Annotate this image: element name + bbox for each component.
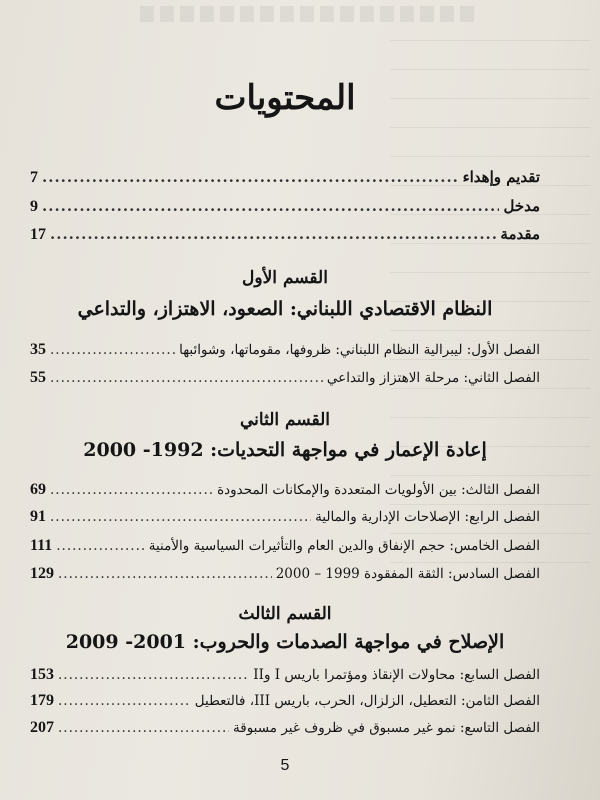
dot-leader [42,197,499,215]
dot-leader [42,168,459,186]
toc-entry-front-matter [30,225,540,244]
toc-entry-chapter [30,719,540,737]
toc-entry-chapter [30,481,540,499]
toc-entry-label: الفصل الثامن: التعطيل، الزلزال، الحرب، باريس III، فالتعطيل [194,693,540,709]
toc-entry-chapter [30,666,540,684]
toc-entry-front-matter [30,168,540,187]
toc-entry-chapter [30,369,540,387]
toc-entry-label: مدخل [503,197,540,215]
part-heading: القسم الثاني [239,410,330,430]
toc-entry-front-matter [30,197,540,216]
toc-entry-label: الفصل الرابع: الإصلاحات الإدارية والمالية [315,509,540,525]
toc-entry-chapter [30,565,540,583]
toc-entry-label: الفصل التاسع: نمو غير مسبوق في ظروف غير مسبوقة [233,720,540,736]
toc-entry-page: 129 [30,565,54,582]
dot-leader [58,693,191,709]
dot-leader [56,538,144,554]
dot-leader [58,566,272,582]
toc-entry-chapter [30,692,540,710]
dot-leader [50,225,496,243]
page-title: المحتويات [214,78,356,118]
toc-entry-page: 111 [30,537,53,554]
dot-leader [58,720,229,736]
table-of-contents [30,0,540,800]
toc-entry-page: 35 [30,341,46,358]
toc-entry-page: 9 [30,198,38,215]
toc-entry-chapter [30,341,540,359]
toc-entry-page: 17 [30,226,46,243]
part-subtitle: النظام الاقتصادي اللبناني: الصعود، الاهتزاز، والتداعي [77,298,493,320]
toc-entry-label: الفصل الثاني: مرحلة الاهتزاز والتداعي [326,370,540,386]
dot-leader [58,667,249,683]
toc-entry-label: مقدمة [500,225,540,243]
toc-entry-page: 55 [30,369,46,386]
part-subtitle: الإصلاح في مواجهة الصدمات والحروب: 2001- 2009 [65,631,505,653]
dot-leader [50,509,311,525]
part-heading: القسم الثالث [238,604,332,624]
toc-entry-label: الفصل السابع: محاولات الإنقاذ ومؤتمرا باريس I وII [253,667,540,683]
toc-entry-page: 69 [30,481,46,498]
toc-entry-page: 207 [30,719,54,736]
toc-entry-label: الفصل الأول: ليبرالية النظام اللبناني: ظروفها، مقوماتها، وشوائبها [179,342,540,358]
toc-entry-label: تقديم وإهداء [462,168,540,186]
toc-entry-page: 7 [30,169,38,186]
part-subtitle: إعادة الإعمار في مواجهة التحديات: 1992- 2000 [83,439,487,461]
dot-leader [50,482,213,498]
toc-entry-chapter [30,537,540,555]
toc-entry-label: الفصل الثالث: بين الأولويات المتعددة والإمكانات المحدودة [217,482,540,498]
part-heading: القسم الأول [242,268,328,288]
toc-entry-chapter [30,508,540,526]
toc-entry-page: 91 [30,508,46,525]
dot-leader [50,342,175,358]
toc-entry-label: الفصل الخامس: حجم الإنفاق والدين العام والتأثيرات السياسية والأمنية [148,538,540,554]
toc-entry-page: 153 [30,666,54,683]
toc-entry-label: الفصل السادس: الثقة المفقودة 1999 – 2000 [275,566,540,582]
toc-entry-page: 179 [30,692,54,709]
dot-leader [50,370,323,386]
page-number: 5 [280,757,290,774]
